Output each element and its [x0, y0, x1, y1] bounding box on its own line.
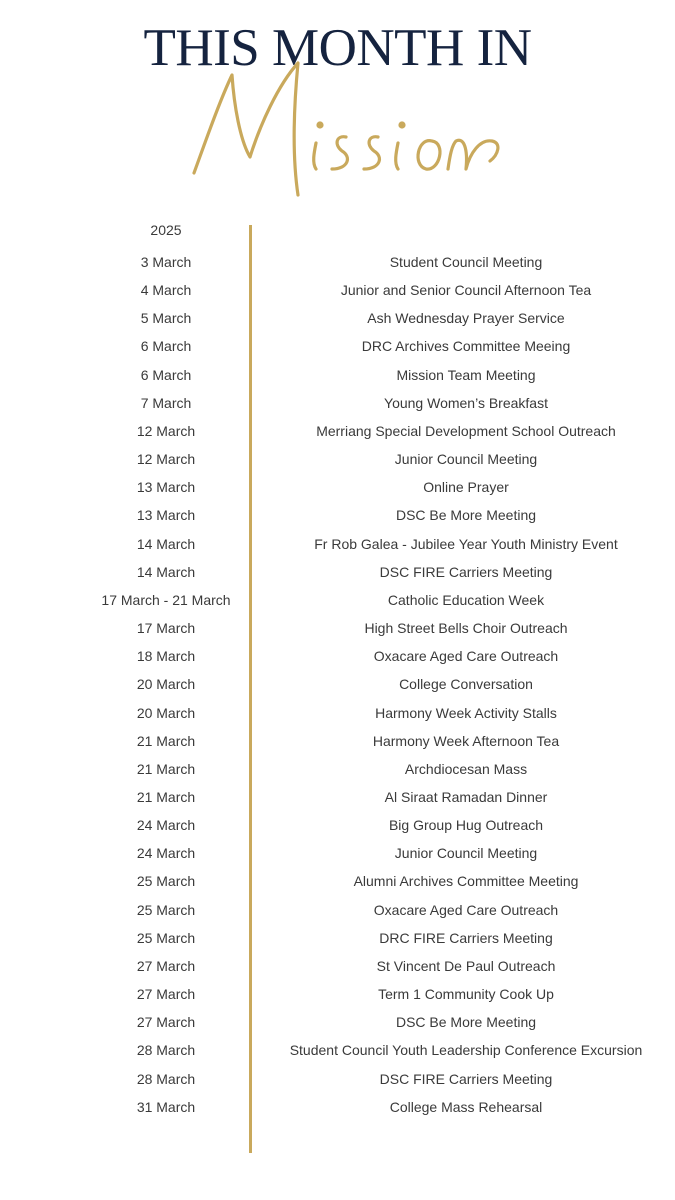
event-date: 4 March: [140, 282, 192, 299]
event-title: Alumni Archives Committee Meeting: [353, 873, 579, 890]
event-title: Junior Council Meeting: [394, 451, 538, 468]
event-date: 21 March: [136, 760, 196, 777]
event-date: 17 March - 21 March: [101, 591, 231, 608]
list-item: [0, 530, 675, 558]
event-title: Junior and Senior Council Afternoon Tea: [340, 282, 592, 299]
list-item: [0, 839, 675, 867]
list-item: [0, 699, 675, 727]
event-title: DSC FIRE Carriers Meeting: [379, 1070, 553, 1087]
list-item: [0, 670, 675, 698]
list-item: [0, 361, 675, 389]
event-date: 31 March: [136, 1098, 196, 1115]
event-date: 27 March: [136, 957, 196, 974]
event-date: 21 March: [136, 788, 196, 805]
event-title: DRC FIRE Carriers Meeting: [379, 929, 553, 946]
event-date: 20 March: [136, 676, 196, 693]
event-date: 28 March: [136, 1042, 196, 1059]
event-date: 28 March: [136, 1070, 196, 1087]
list-item: [0, 417, 675, 445]
event-date: 24 March: [136, 845, 196, 862]
event-title: High Street Bells Choir Outreach: [364, 620, 568, 637]
list-item: [0, 558, 675, 586]
event-title: St Vincent De Paul Outreach: [376, 957, 556, 974]
event-title: Student Council Meeting: [389, 254, 543, 270]
list-item: [0, 304, 675, 332]
list-item: [0, 783, 675, 811]
event-date: 12 March: [136, 422, 196, 439]
list-item: [0, 1093, 675, 1121]
year-label: 2025: [150, 222, 182, 238]
event-title: DSC Be More Meeting: [395, 507, 537, 524]
event-title: DRC Archives Committee Meeing: [361, 338, 571, 355]
event-date: 7 March: [140, 394, 192, 411]
list-item: [0, 332, 675, 360]
event-title: Ash Wednesday Prayer Service: [367, 310, 565, 327]
event-title: Harmony Week Activity Stalls: [375, 704, 557, 721]
event-title: Oxacare Aged Care Outreach: [373, 648, 559, 665]
event-title: Merriang Special Development School Outreach: [316, 422, 616, 439]
list-item: [0, 501, 675, 529]
event-title: DSC Be More Meeting: [395, 1014, 537, 1031]
event-date: 17 March: [136, 620, 196, 637]
event-title: Archdiocesan Mass: [404, 760, 528, 777]
event-date: 27 March: [136, 1014, 196, 1031]
event-date: 27 March: [136, 986, 196, 1003]
event-date: 14 March: [136, 563, 196, 580]
list-item: [0, 248, 675, 276]
event-title: Catholic Education Week: [387, 591, 545, 608]
event-date: 13 March: [136, 479, 196, 496]
list-item: [0, 389, 675, 417]
list-item: [0, 1008, 675, 1036]
event-date: 3 March: [140, 254, 192, 270]
event-date: 25 March: [136, 901, 196, 918]
list-item: [0, 896, 675, 924]
event-title: DSC FIRE Carriers Meeting: [379, 563, 553, 580]
event-date: 5 March: [140, 310, 192, 327]
list-item: [0, 1036, 675, 1064]
list-item: [0, 952, 675, 980]
list-item: [0, 811, 675, 839]
events-list: [0, 248, 675, 1121]
list-item: [0, 980, 675, 1008]
list-item: [0, 473, 675, 501]
event-date: 25 March: [136, 929, 196, 946]
mission-script-wordmark: [180, 45, 510, 210]
event-title: Junior Council Meeting: [394, 845, 538, 862]
event-date: 12 March: [136, 451, 196, 468]
event-date: 18 March: [136, 648, 196, 665]
list-item: [0, 727, 675, 755]
list-item: [0, 276, 675, 304]
event-date: 25 March: [136, 873, 196, 890]
list-item: [0, 924, 675, 952]
event-date: 13 March: [136, 507, 196, 524]
event-title: Term 1 Community Cook Up: [378, 986, 554, 1003]
list-item: [0, 445, 675, 473]
event-title: College Mass Rehearsal: [389, 1098, 543, 1115]
page-title: THIS MONTH IN: [143, 19, 532, 77]
list-item: [0, 1065, 675, 1093]
list-item: [0, 755, 675, 783]
event-date: 21 March: [136, 732, 196, 749]
event-date: 14 March: [136, 535, 196, 552]
list-item: [0, 642, 675, 670]
event-title: Fr Rob Galea - Jubilee Year Youth Ministry Event: [314, 535, 618, 552]
event-title: College Conversation: [399, 676, 533, 693]
list-item: [0, 586, 675, 614]
event-date: 24 March: [136, 817, 196, 834]
event-title: Mission Team Meeting: [396, 366, 536, 383]
event-title: Al Siraat Ramadan Dinner: [384, 788, 548, 805]
event-date: 6 March: [140, 338, 192, 355]
event-title: Online Prayer: [423, 479, 509, 496]
event-date: 6 March: [140, 366, 192, 383]
list-item: [0, 614, 675, 642]
event-title: Student Council Youth Leadership Conference Excursion: [289, 1042, 643, 1059]
event-title: Harmony Week Afternoon Tea: [372, 732, 560, 749]
event-title: Oxacare Aged Care Outreach: [373, 901, 559, 918]
event-title: Young Women’s Breakfast: [384, 394, 548, 411]
list-item: [0, 867, 675, 895]
event-date: 20 March: [136, 704, 196, 721]
event-title: Big Group Hug Outreach: [388, 817, 544, 834]
